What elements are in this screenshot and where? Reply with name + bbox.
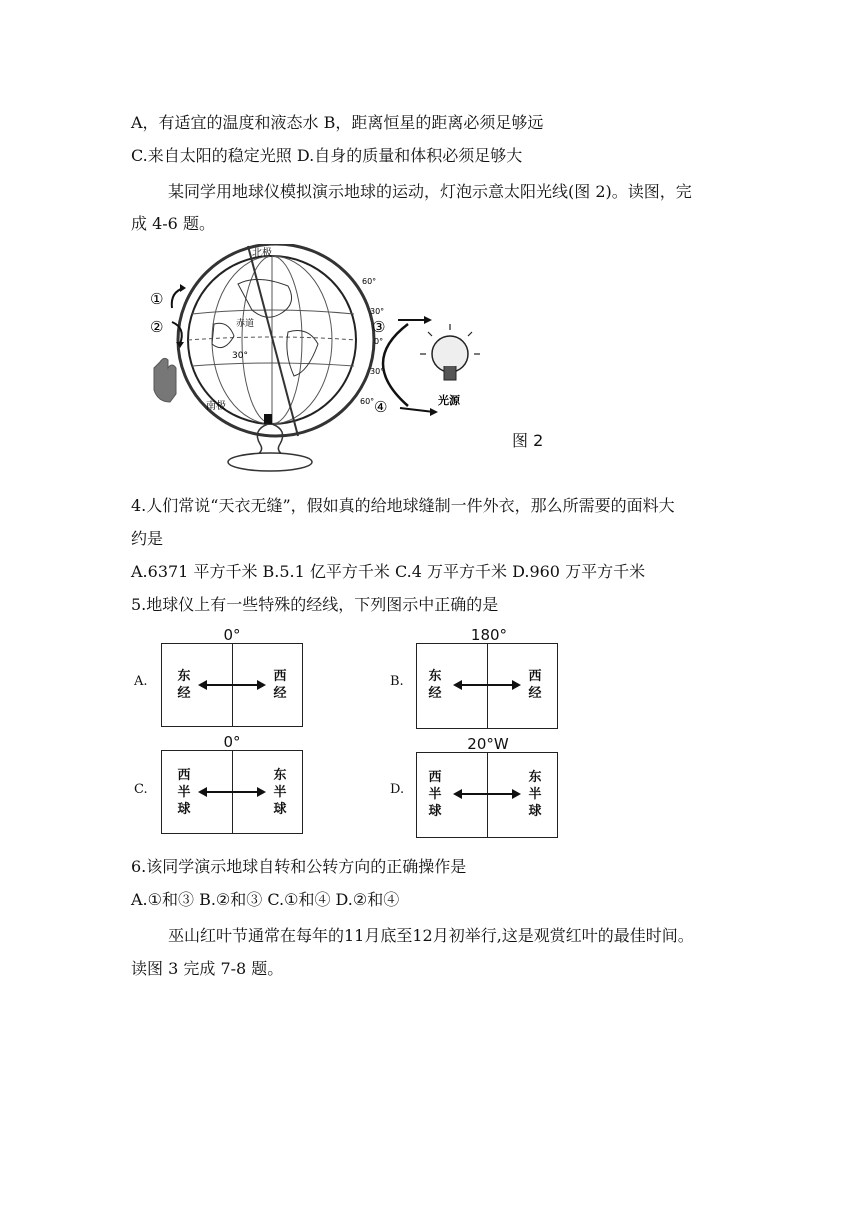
q4-stem-line2: 约是	[131, 529, 164, 548]
q3-options-ab: A，有适宜的温度和液态水 B，距离恒星的距离必须足够远	[131, 113, 544, 132]
q5-a-left-char-2: 经	[177, 686, 191, 701]
q5-d-left-char-3: 球	[428, 804, 442, 819]
q5-option-c-box	[161, 750, 303, 834]
marker-2: ②	[150, 318, 164, 336]
q5-d-right-char-3: 球	[528, 804, 542, 819]
q5-c-left-char-3: 球	[177, 802, 191, 817]
q5-d-left-char-1: 西	[428, 770, 442, 785]
q5-c-right-char-1: 东	[273, 768, 287, 783]
q5-b-right-char-2: 经	[528, 686, 542, 701]
q5-option-a-box	[161, 643, 303, 727]
double-arrow-icon	[453, 787, 521, 801]
ring-tick-3: 0°	[374, 337, 384, 346]
q5-option-d-box	[416, 752, 558, 838]
q5-option-a-heading: 0°	[223, 626, 241, 644]
figure-2-caption: 图 2	[512, 431, 544, 450]
ring-tick-4: 30°	[370, 367, 385, 376]
intro-paragraph-line1: 某同学用地球仪模拟演示地球的运动，灯泡示意太阳光线(图 2)。读图，完	[168, 182, 692, 201]
double-arrow-icon	[453, 678, 521, 692]
q5-option-b-heading: 180°	[470, 626, 508, 644]
double-arrow-icon	[198, 678, 266, 692]
ring-tick-5: 60°	[360, 397, 375, 406]
q5-b-left-char-2: 经	[428, 686, 442, 701]
q5-a-right-char-2: 经	[273, 686, 287, 701]
q5-b-right-char-1: 西	[528, 669, 542, 684]
q5-d-right-char-2: 半	[528, 787, 542, 802]
q5-option-c-heading: 0°	[223, 733, 241, 751]
q3-options-cd: C.来自太阳的稳定光照 D.自身的质量和体积必须足够大	[131, 146, 523, 165]
q5-c-right-char-2: 半	[273, 785, 287, 800]
figure-2-globe	[148, 244, 548, 476]
light-source-label: 光源	[438, 394, 460, 407]
next-intro-line1: 巫山红叶节通常在每年的11月底至12月初举行,这是观赏红叶的最佳时间。	[168, 926, 694, 945]
marker-4: ④	[374, 398, 388, 416]
light-bulb-icon	[420, 324, 480, 380]
hand-icon	[154, 358, 176, 402]
q5-b-left-char-1: 东	[428, 669, 442, 684]
q5-stem: 5.地球仪上有一些特殊的经线，下列图示中正确的是	[131, 595, 499, 614]
latitude-30-label: 30°	[232, 351, 248, 361]
q5-a-right-char-1: 西	[273, 669, 287, 684]
q5-a-left-char-1: 东	[177, 669, 191, 684]
q6-stem: 6.该同学演示地球自转和公转方向的正确操作是	[131, 857, 467, 876]
equator-label: 赤道	[236, 319, 255, 329]
marker-1: ①	[150, 290, 164, 308]
ring-tick-2: 30°	[370, 307, 385, 316]
q5-c-left-char-1: 西	[177, 768, 191, 783]
q4-options: A.6371 平方千米 B.5.1 亿平方千米 C.4 万平方千米 D.960 万平方千米	[131, 562, 646, 581]
q5-option-d-heading: 20°W	[467, 735, 509, 753]
intro-paragraph-line2: 成 4-6 题。	[131, 214, 215, 233]
q5-d-left-char-2: 半	[428, 787, 442, 802]
q5-option-d-letter: D.	[390, 782, 405, 797]
double-arrow-icon	[198, 785, 266, 799]
north-pole-label: 北极	[252, 248, 272, 259]
q4-stem-line1: 4.人们常说“天衣无缝”，假如真的给地球缝制一件外衣，那么所需要的面料大	[131, 496, 675, 515]
q5-c-left-char-2: 半	[177, 785, 191, 800]
south-pole-label: 南极	[206, 401, 226, 412]
ring-tick-1: 60°	[362, 277, 377, 286]
q6-options: A.①和③ B.②和③ C.①和④ D.②和④	[131, 890, 400, 909]
q5-c-right-char-3: 球	[273, 802, 287, 817]
q5-option-b-box	[416, 643, 558, 729]
q5-option-c-letter: C.	[134, 782, 148, 797]
q5-option-a-letter: A.	[134, 674, 148, 689]
marker-3: ③	[372, 318, 386, 336]
next-intro-line2: 读图 3 完成 7-8 题。	[131, 959, 284, 978]
q5-option-b-letter: B.	[390, 674, 404, 689]
q5-d-right-char-1: 东	[528, 770, 542, 785]
